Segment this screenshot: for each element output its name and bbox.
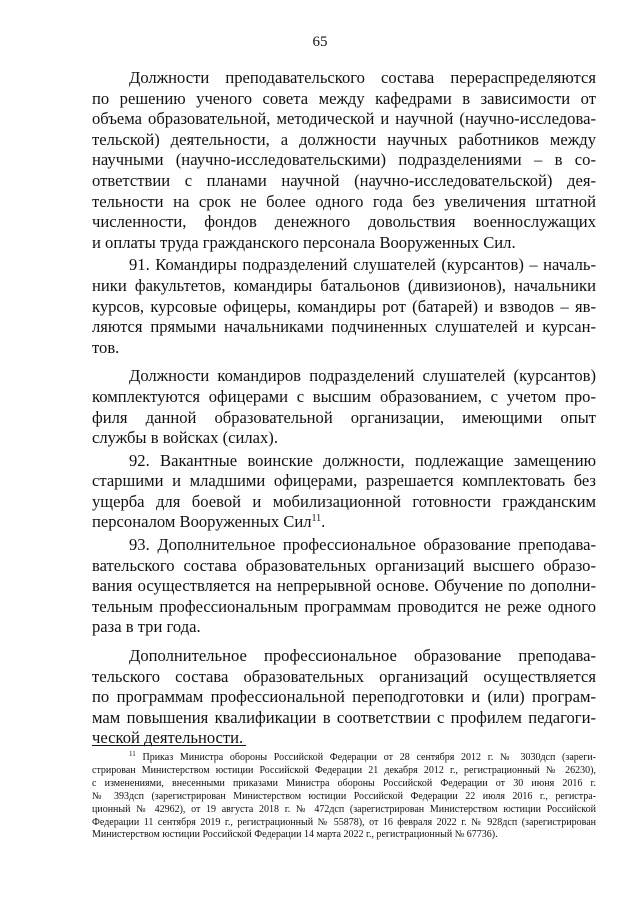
text-line	[92, 512, 596, 533]
text-line: ответствии с планами научной (научно-исследовательской) дея-	[92, 170, 596, 190]
page-number: 65	[312, 34, 328, 50]
paragraph	[92, 451, 596, 533]
footnote-reference[interactable]: 11	[311, 513, 322, 525]
text-line: объема образовательной, методической и научной (научно-исследова-	[92, 109, 596, 129]
text-line: филя данной образовательной организации, имеющими опыт	[92, 407, 596, 427]
text-line: ущерба для боевой и мобилизационной готовности гражданским	[92, 491, 596, 511]
footnote-marker: 11	[129, 750, 136, 758]
text-line: курсов, курсовые офицеры, командиры рот (батарей) и взводов – яв-	[92, 296, 596, 316]
text-fragment: Приказ Министра обороны Российской Федерации от 28 сентября 2012 г. № 3030дсп (зареги-	[142, 752, 596, 763]
paragraph	[92, 535, 596, 638]
footnote-separator	[92, 745, 246, 746]
text-line: по программам профессиональной переподготовки и (или) програм-	[92, 687, 596, 707]
text-line: научными (научно-исследовательскими) подразделениями – в со-	[92, 150, 596, 170]
text-fragment: .	[321, 512, 326, 532]
footnote-line	[92, 752, 596, 765]
footnote-line: стрирован Министерством юстиции Российской Федерации 21 декабря 2012 г., регистрационный № 26230),	[92, 764, 596, 776]
text-line: 92. Вакантные воинские должности, подлежащие замещению	[129, 450, 596, 470]
paragraph	[92, 366, 596, 448]
text-line: старшими и младшими офицерами, разрешается комплектовать без	[92, 471, 596, 491]
text-line: и оплаты труда гражданского персонала Вооруженных Сил.	[92, 232, 516, 252]
text-line: ляются прямыми начальниками подчиненных слушателей и курсан-	[92, 317, 596, 337]
document-body	[92, 68, 596, 749]
text-line: службы в войсках (силах).	[92, 428, 278, 448]
text-line: 91. Командиры подразделений слушателей (курсантов) – началь-	[129, 255, 596, 275]
text-line: ники факультетов, командиры батальонов (дивизионов), начальники	[92, 275, 596, 295]
paragraph	[92, 255, 596, 358]
footnote-line: Федерации 11 сентября 2019 г., регистрационный № 55878), от 16 февраля 2022 г. № 928дсп (зарегистрирован	[92, 816, 596, 828]
text-line: тельской) деятельности, а должности научных работников между	[92, 129, 596, 149]
text-line: мам повышения квалификации в соответствии с профилем педагоги-	[92, 707, 596, 727]
paragraph	[92, 68, 596, 253]
text-line: тельности на срок не более одного года без увеличения штатной	[92, 191, 596, 211]
text-line: численности, фондов денежного довольствия военнослужащих	[92, 212, 596, 232]
text-line: вания осуществляется на непрерывной основе. Обучение по дополни-	[92, 576, 596, 596]
text-line: Должности преподавательского состава перераспределяются	[129, 68, 596, 87]
footnote-line: № 393дсп (зарегистрирован Министерством юстиции Российской Федерации 22 июля 2016 г., регистра-	[92, 790, 596, 802]
paragraph	[92, 646, 596, 749]
text-line: по решению ученого совета между кафедрами в зависимости от	[92, 88, 596, 108]
text-line: тельского состава образовательных организаций осуществляется	[92, 666, 596, 686]
text-line: ческой деятельности.	[92, 728, 244, 748]
footnote-line: ционный № 42962), от 19 августа 2018 г. № 472дсп (зарегистрирован Министерством юстиции Российской	[92, 803, 596, 815]
footnote-line: с изменениями, внесенными приказами Министра обороны Российской Федерации от 30 июня 2016 г.	[92, 777, 596, 789]
text-fragment: персоналом Вооруженных Сил	[92, 512, 312, 532]
footnote-line: Министерством юстиции Российской Федерации 14 марта 2022 г., регистрационный № 67736).	[92, 829, 498, 841]
text-line: раза в три года.	[92, 617, 201, 637]
text-line: тельным профессиональным программам проводится не реже одного	[92, 596, 596, 616]
text-line: 93. Дополнительное профессиональное образование преподава-	[129, 535, 596, 555]
text-line: вательского состава образовательных организаций высшего образо-	[92, 555, 596, 575]
text-line: Должности командиров подразделений слушателей (курсантов)	[129, 366, 596, 386]
text-line: Дополнительное профессиональное образование преподава-	[129, 646, 596, 666]
text-line: тов.	[92, 337, 120, 357]
footnote	[92, 752, 596, 842]
text-line: комплектуются офицерами с высшим образованием, с учетом про-	[92, 386, 596, 406]
